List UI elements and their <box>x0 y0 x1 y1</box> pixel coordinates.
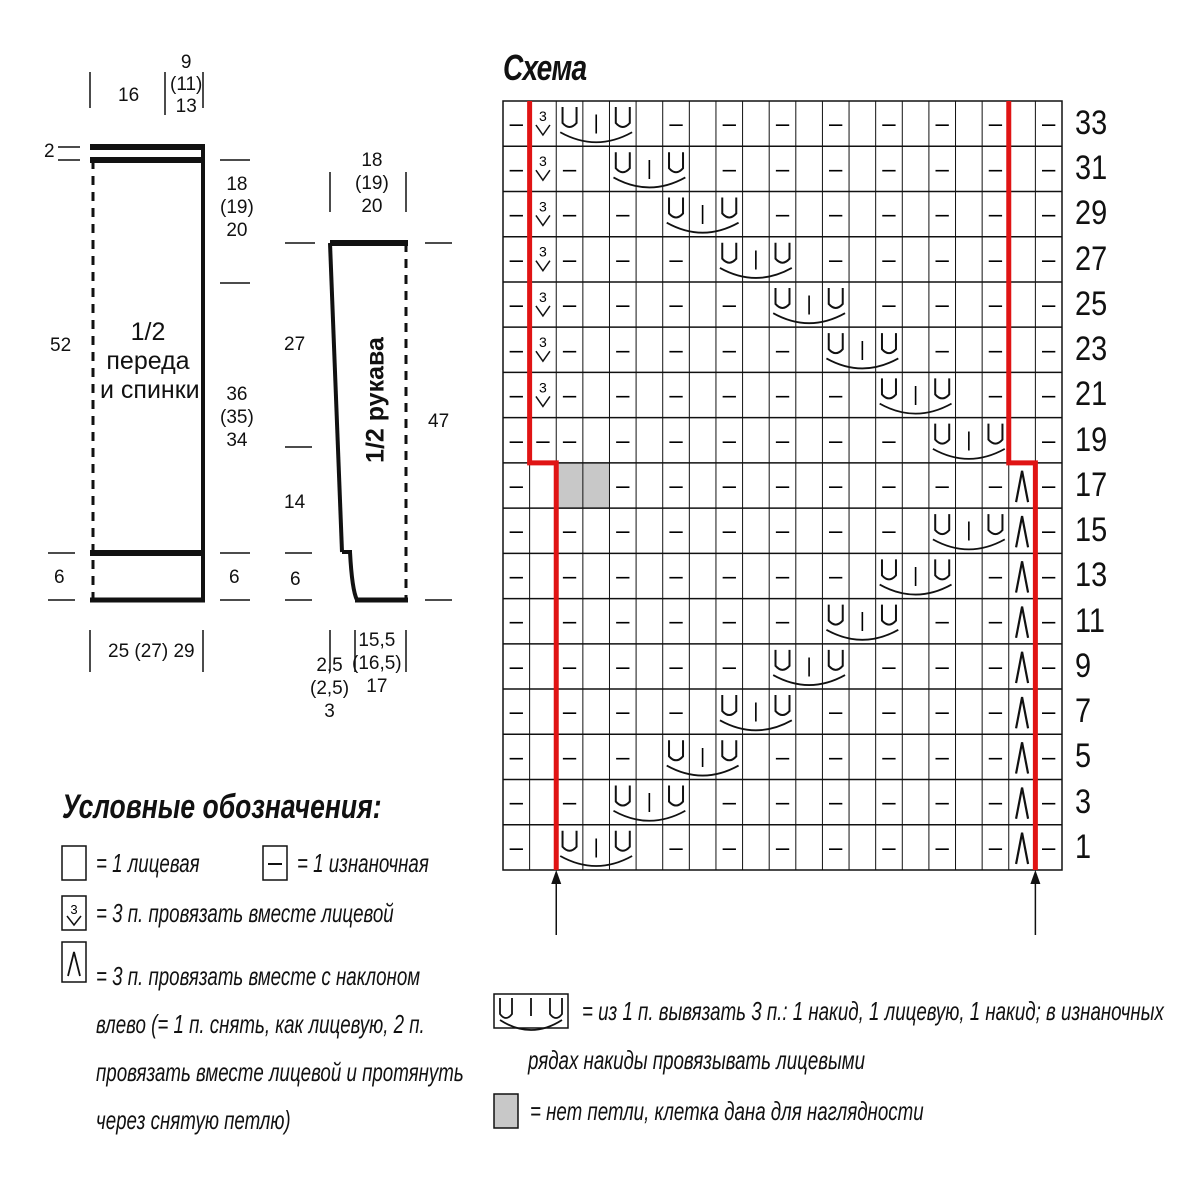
purl-symbol: – <box>509 517 523 545</box>
purl-symbol: – <box>562 427 577 455</box>
purl-symbol: – <box>1042 517 1056 545</box>
purl-symbol: – <box>882 789 896 817</box>
row-number: 31 <box>1075 149 1108 188</box>
row-number: 13 <box>1075 556 1108 595</box>
body-dim-total-height: 52 <box>50 335 72 356</box>
k3tog-symbol: 3 <box>539 379 547 396</box>
purl-symbol: – <box>935 291 949 319</box>
purl-symbol: – <box>988 155 1003 183</box>
purl-symbol: – <box>829 472 843 500</box>
purl-symbol: – <box>509 653 523 681</box>
purl-symbol: – <box>935 201 949 229</box>
purl-symbol: – <box>1042 155 1056 183</box>
purl-symbol: – <box>562 155 577 183</box>
row-number: 7 <box>1075 692 1092 731</box>
purl-symbol: – <box>562 336 577 364</box>
legend-increase-1: = из 1 п. вывязать 3 п.: 1 накид, 1 лицевую, 1 накид; в изнаночных <box>582 996 1164 1026</box>
purl-symbol: – <box>562 653 577 681</box>
purl-symbol: – <box>616 472 630 500</box>
purl-symbol: – <box>616 698 630 726</box>
purl-symbol: – <box>988 201 1003 229</box>
purl-symbol: – <box>509 201 523 229</box>
purl-symbol: – <box>775 562 790 590</box>
purl-symbol: – <box>882 291 896 319</box>
purl-symbol: – <box>775 789 790 817</box>
purl-symbol: – <box>669 427 683 455</box>
sleeve-dim-rib: 6 <box>290 569 301 590</box>
legend-purl: = 1 изнаночная <box>297 848 429 878</box>
purl-symbol: – <box>988 608 1003 636</box>
purl-symbol: – <box>616 562 630 590</box>
sleeve-dim-top: 18 (19) 20 <box>355 150 389 217</box>
purl-symbol: – <box>562 562 577 590</box>
legend-sk2p: = 3 п. провязать вместе с наклоном влево (= 1 п. снять, как лицевую, 2 п. провязать вместе лицевой и протянуть через снятую петлю) <box>96 961 464 1136</box>
body-dim-shoulder: 2 <box>44 141 55 162</box>
row-number: 25 <box>1075 284 1108 323</box>
increase-center-symbol: | <box>753 248 759 271</box>
purl-symbol: – <box>882 698 896 726</box>
purl-symbol: – <box>935 246 949 274</box>
purl-symbol: – <box>669 291 683 319</box>
purl-symbol: – <box>1042 336 1056 364</box>
sk2p-symbol-icon <box>62 942 86 982</box>
purl-symbol: – <box>722 427 736 455</box>
purl-symbol: – <box>616 743 630 771</box>
purl-symbol: – <box>935 155 949 183</box>
purl-symbol: – <box>882 201 896 229</box>
purl-symbol: – <box>562 382 577 410</box>
purl-symbol: – <box>829 427 843 455</box>
purl-symbol: – <box>722 110 736 138</box>
row-number: 29 <box>1075 194 1108 233</box>
purl-symbol: – <box>829 201 843 229</box>
purl-symbol: – <box>988 110 1003 138</box>
row-number: 23 <box>1075 330 1108 369</box>
purl-symbol: – <box>562 246 577 274</box>
body-dim-top-left: 16 <box>118 85 140 106</box>
purl-symbol: – <box>669 336 683 364</box>
purl-symbol: – <box>935 789 949 817</box>
k3tog-symbol: 3 <box>539 153 547 170</box>
purl-symbol: – <box>988 246 1003 274</box>
purl-symbol: – <box>829 110 843 138</box>
purl-symbol: – <box>988 834 1003 862</box>
purl-symbol: – <box>829 562 843 590</box>
purl-symbol: – <box>669 246 683 274</box>
purl-symbol: – <box>1042 834 1056 862</box>
purl-symbol: – <box>722 653 736 681</box>
purl-symbol: – <box>1042 291 1056 319</box>
sleeve-dim-upper: 27 <box>284 334 306 355</box>
purl-symbol: – <box>562 291 577 319</box>
purl-symbol: – <box>722 834 736 862</box>
purl-symbol: – <box>669 608 683 636</box>
purl-symbol: – <box>562 608 577 636</box>
sleeve-dim-bottom-left: 2,5 (2,5) 3 <box>310 655 350 722</box>
purl-symbol: – <box>988 562 1003 590</box>
purl-symbol: – <box>775 201 790 229</box>
purl-symbol: – <box>935 834 949 862</box>
legend-knit: = 1 лицевая <box>96 848 200 878</box>
purl-symbol: – <box>509 336 523 364</box>
increase-center-symbol: | <box>646 157 653 180</box>
purl-symbol: – <box>722 382 736 410</box>
purl-symbol: – <box>562 517 577 545</box>
no-stitch-symbol-icon <box>494 1094 518 1128</box>
row-number: 19 <box>1075 420 1108 459</box>
purl-symbol: – <box>509 291 523 319</box>
purl-symbol: – <box>669 698 683 726</box>
row-number: 21 <box>1075 375 1108 414</box>
legend-increase-2: рядах накиды провязывать лицевыми <box>528 1045 866 1075</box>
increase-center-symbol: | <box>912 384 919 407</box>
body-dim-side: 36 (35) 34 <box>220 384 254 451</box>
purl-symbol: – <box>509 789 523 817</box>
increase-center-symbol: | <box>646 791 653 814</box>
purl-symbol: – <box>1042 698 1056 726</box>
purl-symbol: – <box>988 336 1003 364</box>
increase-center-symbol: | <box>593 836 599 859</box>
row-number: 5 <box>1075 737 1092 776</box>
purl-symbol: – <box>775 472 790 500</box>
purl-symbol: – <box>882 155 896 183</box>
purl-symbol: – <box>935 698 949 726</box>
purl-symbol: – <box>1042 246 1056 274</box>
purl-symbol: – <box>509 608 523 636</box>
purl-symbol: – <box>509 427 523 455</box>
purl-symbol: – <box>882 246 896 274</box>
purl-symbol: – <box>509 110 523 138</box>
increase-center-symbol: | <box>806 655 812 678</box>
increase-center-symbol: | <box>806 293 812 316</box>
purl-symbol: – <box>775 336 790 364</box>
purl-symbol: – <box>829 698 843 726</box>
purl-symbol: – <box>935 608 949 636</box>
body-dim-armhole: 18 (19) 20 <box>220 174 254 241</box>
purl-symbol: – <box>775 834 790 862</box>
purl-symbol: – <box>616 608 630 636</box>
k3tog-symbol: 3 <box>539 108 547 124</box>
body-dim-rib-right: 6 <box>229 567 240 588</box>
purl-symbol: – <box>775 608 790 636</box>
purl-symbol: – <box>722 517 736 545</box>
legend-title: Условные обозначения: <box>62 788 382 826</box>
row-number: 1 <box>1075 827 1092 866</box>
purl-symbol: – <box>988 291 1003 319</box>
sleeve-dim-lower: 14 <box>284 492 306 513</box>
purl-symbol: – <box>935 472 949 500</box>
purl-symbol: – <box>988 472 1003 500</box>
purl-symbol: – <box>669 517 683 545</box>
purl-symbol: – <box>669 382 683 410</box>
scheme-title: Схема <box>503 47 587 88</box>
row-number: 27 <box>1075 239 1108 278</box>
purl-symbol: – <box>1042 427 1056 455</box>
purl-symbol: – <box>775 427 790 455</box>
legend-no-stitch: = нет петли, клетка дана для наглядности <box>530 1096 924 1126</box>
sleeve-piece-label: 1/2 рукава <box>361 337 390 463</box>
purl-symbol: – <box>562 743 577 771</box>
sleeve-dim-total: 47 <box>428 411 450 432</box>
k3tog-symbol: 3 <box>539 334 547 351</box>
purl-symbol: – <box>669 562 683 590</box>
purl-symbol: – <box>616 246 630 274</box>
purl-symbol: – <box>509 382 523 410</box>
purl-symbol: – <box>1042 789 1056 817</box>
purl-symbol: – <box>882 472 896 500</box>
purl-symbol: – <box>509 743 523 771</box>
purl-symbol: – <box>669 110 683 138</box>
purl-symbol: – <box>1042 110 1056 138</box>
purl-symbol: – <box>882 110 896 138</box>
increase-center-symbol: | <box>859 610 865 633</box>
body-piece-label: 1/2 переда и спинки <box>100 318 200 404</box>
purl-symbol: – <box>882 834 896 862</box>
purl-symbol: – <box>509 698 523 726</box>
purl-symbol: – <box>988 382 1003 410</box>
purl-symbol: – <box>616 427 630 455</box>
increase-center-symbol: | <box>593 112 599 135</box>
purl-symbol: – <box>562 201 577 229</box>
purl-symbol: – <box>988 698 1003 726</box>
body-dim-rib-left: 6 <box>54 567 65 588</box>
purl-symbol: – <box>562 698 577 726</box>
purl-symbol: – <box>1042 562 1056 590</box>
purl-symbol: – <box>829 743 843 771</box>
purl-symbol: – <box>935 653 949 681</box>
row-number: 17 <box>1075 465 1108 504</box>
increase-center-symbol: | <box>966 429 972 452</box>
purl-symbol: – <box>722 155 736 183</box>
purl-symbol: – <box>882 653 896 681</box>
purl-symbol: – <box>509 246 523 274</box>
increase-center-symbol: | <box>700 745 706 768</box>
purl-symbol: – <box>722 291 736 319</box>
purl-symbol: – <box>935 336 949 364</box>
purl-symbol: – <box>616 653 630 681</box>
purl-symbol: – <box>562 789 577 817</box>
purl-symbol: – <box>509 155 523 183</box>
purl-symbol: – <box>829 517 843 545</box>
k3tog-symbol: 3 <box>539 198 547 215</box>
purl-symbol: – <box>616 201 630 229</box>
purl-symbol: – <box>669 834 683 862</box>
purl-symbol: – <box>829 834 843 862</box>
increase-center-symbol: | <box>966 519 972 542</box>
purl-symbol: – <box>722 608 736 636</box>
row-number: 15 <box>1075 511 1108 550</box>
svg-text:3: 3 <box>70 902 78 917</box>
purl-symbol: – <box>616 291 630 319</box>
purl-symbol: – <box>775 110 790 138</box>
purl-symbol: – <box>882 517 896 545</box>
legend-k3tog: = 3 п. провязать вместе лицевой <box>96 898 394 928</box>
purl-symbol: – <box>775 155 790 183</box>
purl-symbol: – <box>1042 472 1056 500</box>
purl-symbol: – <box>988 743 1003 771</box>
purl-symbol: – <box>1042 743 1056 771</box>
purl-symbol: – <box>669 472 683 500</box>
purl-symbol: – <box>722 789 736 817</box>
k3tog-symbol: 3 <box>539 243 547 260</box>
purl-symbol: – <box>616 382 630 410</box>
purl-symbol: – <box>829 382 843 410</box>
body-dim-width: 25 (27) 29 <box>108 641 195 662</box>
purl-symbol: – <box>616 517 630 545</box>
purl-symbol: – <box>829 246 843 274</box>
purl-symbol: – <box>775 743 790 771</box>
purl-symbol: – <box>509 472 523 500</box>
knit-symbol-icon <box>62 846 86 880</box>
purl-symbol: – <box>935 743 949 771</box>
purl-symbol: – <box>775 517 790 545</box>
purl-symbol: – <box>669 653 683 681</box>
k3tog-symbol: 3 <box>539 288 547 305</box>
purl-symbol: – <box>1042 608 1056 636</box>
purl-symbol: – <box>935 110 949 138</box>
purl-symbol: – <box>829 789 843 817</box>
increase-center-symbol: | <box>859 338 865 361</box>
purl-symbol: – <box>722 472 736 500</box>
row-number: 3 <box>1075 782 1092 821</box>
purl-symbol: – <box>1042 201 1056 229</box>
purl-symbol: – <box>988 789 1003 817</box>
purl-symbol: – <box>1042 653 1056 681</box>
purl-symbol: – <box>722 562 736 590</box>
purl-symbol: – <box>722 336 736 364</box>
sleeve-dim-bottom-right: 15,5 (16,5) 17 <box>352 630 402 697</box>
row-number: 11 <box>1075 601 1106 640</box>
row-number: 33 <box>1075 104 1108 142</box>
purl-symbol: – <box>882 743 896 771</box>
purl-symbol: – <box>509 834 523 862</box>
purl-symbol: – <box>882 427 896 455</box>
purl-symbol: – <box>616 336 630 364</box>
increase-center-symbol: | <box>700 203 706 226</box>
purl-symbol: – <box>988 653 1003 681</box>
body-dim-top-right: 9 (11) 13 <box>170 52 203 117</box>
purl-symbol: – <box>509 562 523 590</box>
purl-symbol: – <box>536 427 550 455</box>
purl-symbol: – <box>1042 382 1056 410</box>
purl-symbol: – <box>775 382 790 410</box>
increase-center-symbol: | <box>753 700 759 723</box>
increase-center-symbol: | <box>912 564 919 587</box>
purl-symbol: – <box>829 155 843 183</box>
row-number: 9 <box>1075 646 1092 685</box>
